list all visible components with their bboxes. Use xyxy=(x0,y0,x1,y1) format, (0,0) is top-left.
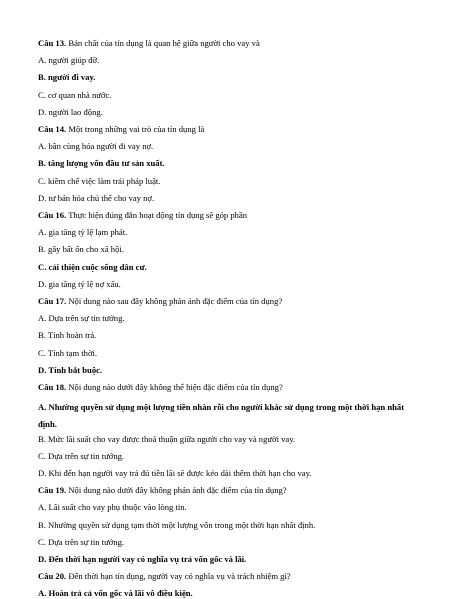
question-text: Bản chất của tín dụng là quan hệ giữa người cho vay và xyxy=(68,38,260,48)
option-13-c: C. cơ quan nhà nước. xyxy=(38,89,112,100)
option-18-b: B. Mức lãi suất cho vay được thoả thuận giữa người cho vay và người vay. xyxy=(38,433,296,444)
option-18-d: D. Khi đến hạn người vay trả đủ tiền lãi sẽ được kéo dài thêm thời hạn cho vay. xyxy=(38,468,312,478)
question-number: Câu 18. xyxy=(38,382,67,392)
option-13-a: A. người giúp đỡ. xyxy=(38,55,100,66)
option-18-a: A. Nhường quyền sử dụng một lượng tiền nhàn rỗi cho người khác sử dụng trong một thời hạn nhất định. xyxy=(38,402,405,430)
question-number: Câu 13. xyxy=(38,38,67,48)
question-13 xyxy=(38,38,428,49)
question-text: Một trong những vai trò của tín dụng là xyxy=(68,124,205,134)
question-number: Câu 16. xyxy=(38,210,67,220)
question-18 xyxy=(38,382,428,393)
option-19-c: C. Dựa trên sự tin tưởng. xyxy=(38,536,125,547)
question-text: Đến thời hạn tín dụng, người vay có nghĩa vụ và trách nhiệm gì? xyxy=(68,571,291,582)
option-16-a: A. gia tăng tỷ lệ lạm phát. xyxy=(38,227,128,238)
question-number: Câu 20. xyxy=(38,571,69,582)
question-number: Câu 14. xyxy=(38,124,67,134)
option-14-d: D. tư bản hóa chủ thể cho vay nợ. xyxy=(38,192,155,203)
option-20-a: A. Hoàn trả cả vốn gốc và lãi vô điều kiện. xyxy=(38,588,193,599)
question-number: Câu 19. xyxy=(38,485,67,496)
question-text: Nội dung nào dưới đây không thể hiện đặc điểm của tín dụng? xyxy=(68,382,283,392)
option-18-c: C. Dựa trên sự tin tưởng. xyxy=(38,450,125,461)
option-17-a: A. Dựa trên sự tin tưởng. xyxy=(38,313,125,324)
option-16-c: C. cải thiện cuộc sống dân cư. xyxy=(38,261,147,272)
option-13-d: D. người lao động. xyxy=(38,106,103,117)
option-14-c: C. kiềm chế việc làm trái pháp luật. xyxy=(38,175,161,186)
question-text: Thực hiện đúng đắn hoạt động tín dụng sẽ góp phần xyxy=(68,210,248,220)
question-16 xyxy=(38,210,428,221)
option-19-a: A. Lãi suất cho vay phụ thuộc vào lòng tin. xyxy=(38,502,187,513)
question-text: Nội dung nào sau đây không phản ánh đặc điểm của tín dụng? xyxy=(68,296,283,306)
option-13-b: B. người đi vay. xyxy=(38,72,96,83)
question-19 xyxy=(38,485,428,496)
question-number: Câu 17. xyxy=(38,296,67,306)
option-14-a: A. bần cùng hóa người đi vay nợ. xyxy=(38,141,154,152)
question-text: Nội dung nào dưới đây không phản ánh đặc điểm của tín dụng? xyxy=(68,485,287,496)
option-16-b: B. gây bất ổn cho xã hội. xyxy=(38,244,124,255)
question-20 xyxy=(38,571,428,582)
option-19-b: B. Nhường quyền sử dụng tạm thời một lượng vốn trong một thời hạn nhất định. xyxy=(38,519,316,530)
option-14-b: B. tăng lượng vốn đầu tư sản xuất. xyxy=(38,158,165,169)
question-17 xyxy=(38,296,428,307)
question-14 xyxy=(38,124,428,135)
option-16-d: D. gia tăng tỷ lệ nợ xấu. xyxy=(38,278,121,289)
option-17-d: D. Tính bắt buộc. xyxy=(38,364,103,375)
option-17-b: B. Tính hoàn trả. xyxy=(38,330,97,341)
option-17-c: C. Tính tạm thời. xyxy=(38,347,98,358)
option-19-d: D. Đến thời hạn người vay có nghĩa vụ trả vốn gốc và lãi. xyxy=(38,554,247,564)
